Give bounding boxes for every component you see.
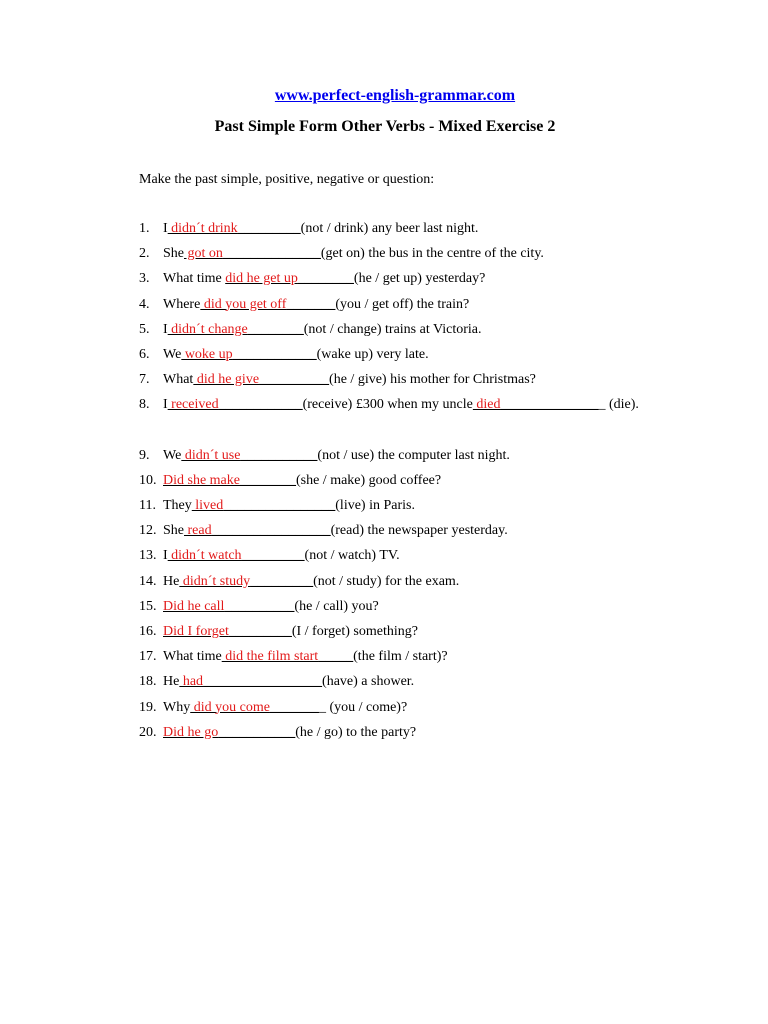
item-sentence xyxy=(163,698,683,718)
item-number: 3. xyxy=(139,271,150,287)
answer-text: woke up xyxy=(181,346,233,362)
item-number: 17. xyxy=(139,649,157,665)
answer-blank: _________ xyxy=(237,221,301,236)
sentence-start: What xyxy=(163,372,194,388)
item-sentence xyxy=(163,244,683,264)
instruction-text: Make the past simple, positive, negative or question: xyxy=(139,172,435,187)
sentence-end: (not / use) the computer last night. xyxy=(317,447,510,463)
item-sentence xyxy=(163,672,683,692)
item-sentence xyxy=(163,647,683,667)
sentence-end: (receive) £300 when my uncle xyxy=(302,397,473,413)
answer-blank: ___________ xyxy=(240,447,318,463)
sentence-start: We xyxy=(163,447,182,463)
answer-text: didn´t change xyxy=(167,321,248,337)
sentence-end: (the film / start)? xyxy=(353,649,448,665)
answer-blank: ________ xyxy=(297,271,354,287)
item-number: 18. xyxy=(139,674,157,690)
item-number: 19. xyxy=(139,699,157,715)
sentence-end: (not / drink) any beer last night. xyxy=(300,221,479,236)
sentence-end: (read) the newspaper yesterday. xyxy=(330,523,508,539)
answer-blank: _________ xyxy=(241,548,305,564)
sentence-start: We xyxy=(163,346,182,362)
exercise-item xyxy=(139,597,699,622)
answer-text: received xyxy=(167,397,219,413)
item-sentence xyxy=(163,572,683,592)
answer-text: didn´t use xyxy=(181,447,241,463)
item-sentence xyxy=(163,295,683,315)
answer-text: Did he go xyxy=(163,724,219,740)
answer-text: Did he call xyxy=(163,598,225,614)
sentence-start: He xyxy=(163,573,180,589)
item-sentence xyxy=(163,622,683,642)
item-sentence xyxy=(163,269,683,289)
answer-blank: ________ xyxy=(239,472,296,488)
item-sentence xyxy=(163,546,683,566)
exercise-item xyxy=(139,471,699,496)
exercise-item xyxy=(139,723,699,748)
answer-text: did he give xyxy=(193,372,260,388)
answer-blank: ____________ xyxy=(218,397,303,413)
answer-text: did you come xyxy=(190,699,270,715)
answer-text: Did she make xyxy=(163,472,240,488)
sentence-start: She xyxy=(163,523,184,539)
exercise-item xyxy=(139,622,699,647)
sentence-end: (not / study) for the exam. xyxy=(313,573,460,589)
sentence-start: I xyxy=(163,397,168,413)
sentence-start: I xyxy=(163,221,168,236)
answer-blank: _________________ xyxy=(211,523,331,539)
item-sentence xyxy=(163,345,683,365)
item-number: 1. xyxy=(139,221,150,236)
exercise-item xyxy=(139,269,699,294)
sentence-end: (have) a shower. xyxy=(322,674,415,690)
exercise-item xyxy=(139,370,699,395)
exercise-item xyxy=(139,572,699,597)
item-number: 13. xyxy=(139,548,157,564)
answer-text: didn´t study xyxy=(179,573,251,589)
answer-text: didn´t drink xyxy=(167,221,238,236)
sentence-start: Where xyxy=(163,296,201,312)
exercise-item xyxy=(139,698,699,723)
answer-text: died xyxy=(472,397,501,413)
exercise-item xyxy=(139,244,699,269)
exercise-item xyxy=(139,219,699,244)
item-number: 12. xyxy=(139,523,157,539)
site-link[interactable]: www.perfect-english-grammar.com xyxy=(274,87,516,104)
item-sentence xyxy=(163,370,683,390)
item-number: 10. xyxy=(139,472,157,488)
sentence-end: (he / go) to the party? xyxy=(295,724,417,740)
sentence-start: I xyxy=(163,321,168,337)
item-number: 15. xyxy=(139,598,157,614)
exercise-item xyxy=(139,345,699,370)
sentence-end: (wake up) very late. xyxy=(316,346,429,362)
exercise-item xyxy=(139,395,699,445)
answer-blank: __________ xyxy=(224,598,295,614)
item-sentence xyxy=(163,446,683,466)
sentence-end: (she / make) good coffee? xyxy=(295,472,442,488)
answer-blank: _________________ xyxy=(203,674,323,690)
answer-blank: _________ xyxy=(250,573,314,589)
answer-blank: ______________ xyxy=(222,246,321,262)
item-number: 14. xyxy=(139,573,157,589)
answer-blank: ______________ xyxy=(500,397,599,413)
item-number: 8. xyxy=(139,397,150,413)
sentence-end: _ (you / come)? xyxy=(318,699,408,715)
answer-text: read xyxy=(184,523,212,539)
exercise-item xyxy=(139,446,699,471)
sentence-end: (he / call) you? xyxy=(294,598,379,614)
item-number: 6. xyxy=(139,346,150,362)
sentence-start: What time xyxy=(163,649,222,665)
answer-text: lived xyxy=(191,498,224,514)
answer-text: did he get up xyxy=(225,271,298,287)
sentence-end: _ (die). xyxy=(598,397,639,413)
answer-blank: ___________ xyxy=(218,724,296,740)
answer-blank: _________ xyxy=(228,624,292,640)
sentence-end: (not / change) trains at Victoria. xyxy=(303,321,482,337)
answer-text: had xyxy=(179,674,204,690)
item-number: 16. xyxy=(139,624,157,640)
exercise-item xyxy=(139,546,699,571)
item-number: 7. xyxy=(139,372,150,388)
item-sentence xyxy=(163,395,683,415)
answer-text: Did I forget xyxy=(163,624,229,640)
answer-blank: __________ xyxy=(259,372,330,388)
sentence-end: (get on) the bus in the centre of the city. xyxy=(320,246,544,262)
sentence-end: (not / watch) TV. xyxy=(304,548,400,564)
item-sentence xyxy=(163,219,683,239)
exercise-item xyxy=(139,647,699,672)
exercise-item xyxy=(139,496,699,521)
item-number: 2. xyxy=(139,246,150,262)
item-number: 4. xyxy=(139,296,150,312)
answer-text: got on xyxy=(184,246,223,262)
sentence-start: What time xyxy=(163,271,226,287)
item-sentence xyxy=(163,597,683,617)
page-title: Past Simple Form Other Verbs - Mixed Exercise 2 xyxy=(214,118,556,135)
sentence-start: Why xyxy=(163,699,191,715)
answer-blank: ____________ xyxy=(232,346,317,362)
item-number: 9. xyxy=(139,447,150,463)
answer-text: did you get off xyxy=(200,296,287,312)
sentence-end: (I / forget) something? xyxy=(291,624,418,640)
sentence-start: They xyxy=(163,498,192,514)
sentence-start: He xyxy=(163,674,180,690)
answer-text: did the film start xyxy=(221,649,319,665)
sentence-start: I xyxy=(163,548,168,564)
item-sentence xyxy=(163,471,683,491)
item-sentence xyxy=(163,723,683,743)
exercise-item xyxy=(139,295,699,320)
answer-blank: _______ xyxy=(286,296,336,312)
answer-blank: ________________ xyxy=(223,498,336,514)
item-sentence xyxy=(163,521,683,541)
exercise-list xyxy=(139,219,699,748)
answer-blank: ________ xyxy=(247,321,304,337)
item-sentence xyxy=(163,496,683,516)
sentence-end: (live) in Paris. xyxy=(335,498,415,514)
sentence-end: (he / give) his mother for Christmas? xyxy=(329,372,536,388)
answer-blank: _____ xyxy=(318,649,354,665)
answer-text: didn´t watch xyxy=(167,548,242,564)
sentence-start: She xyxy=(163,246,184,262)
sentence-end: (you / get off) the train? xyxy=(335,296,470,312)
exercise-item xyxy=(139,521,699,546)
answer-blank: _______ xyxy=(269,699,319,715)
exercise-item xyxy=(139,320,699,345)
exercise-item xyxy=(139,672,699,697)
item-number: 20. xyxy=(139,724,157,740)
item-number: 5. xyxy=(139,321,150,337)
item-sentence xyxy=(163,320,683,340)
sentence-end: (he / get up) yesterday? xyxy=(353,271,486,287)
item-number: 11. xyxy=(139,498,156,514)
